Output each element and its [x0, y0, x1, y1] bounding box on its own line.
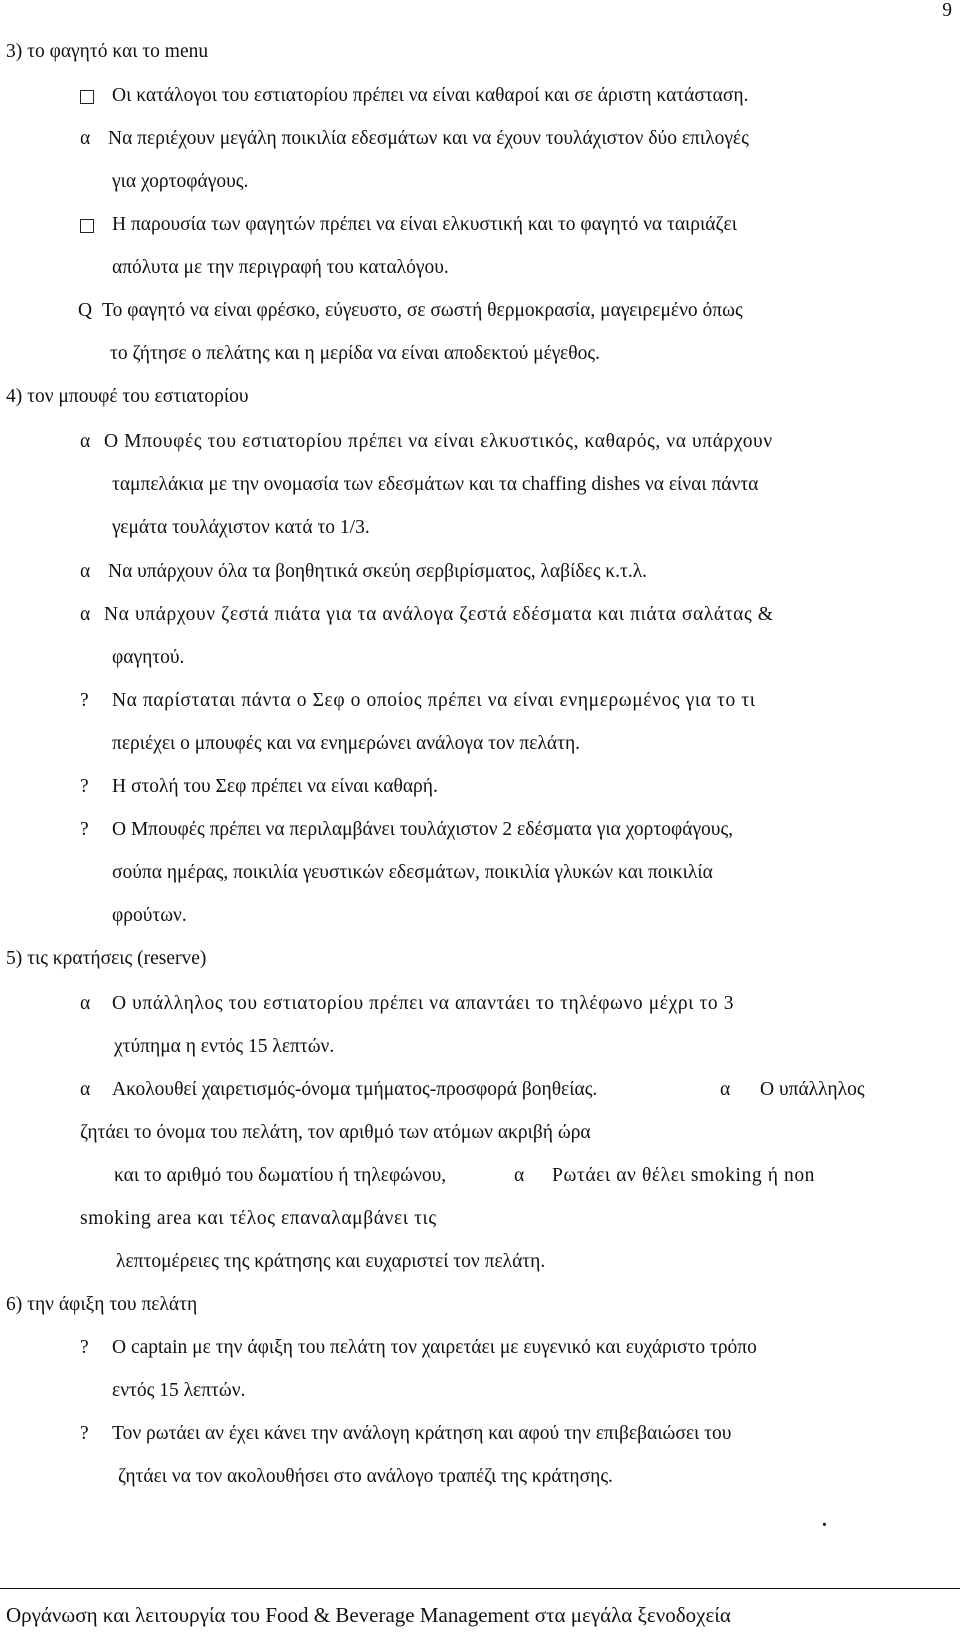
list-item: Ο captain με την άφιξη του πελάτη τον χαιρετάει με ευγενικό και ευχάριστο τρόπο — [112, 1337, 757, 1358]
stray-dot: . — [822, 1510, 827, 1531]
list-marker: α — [80, 1079, 91, 1100]
list-item-continuation: απόλυτα με την περιγραφή του καταλόγου. — [112, 257, 449, 278]
list-marker: α — [514, 1165, 525, 1186]
list-marker: α — [80, 431, 91, 452]
list-item: Οι κατάλογοι του εστιατορίου πρέπει να είναι καθαροί και σε άριστη κατάσταση. — [112, 85, 749, 106]
list-item: Ακολουθεί χαιρετισμός-όνομα τμήματος-προσφορά βοηθείας. — [112, 1079, 598, 1100]
list-item: Ο Μπουφές του εστιατορίου πρέπει να είναι ελκυστικός, καθαρός, να υπάρχουν — [104, 431, 773, 452]
list-marker: ? — [80, 1337, 89, 1358]
list-item: Το φαγητό να είναι φρέσκο, εύγευστο, σε σωστή θερμοκρασία, μαγειρεμένο όπως — [102, 300, 743, 321]
list-item: Να παρίσταται πάντα ο Σεφ ο οποίος πρέπει να είναι ενημερωμένος για το τι — [112, 690, 756, 711]
list-item-continuation: σούπα ημέρας, ποικιλία γευστικών εδεσμάτων, ποικιλία γλυκών και ποικιλία — [112, 862, 713, 883]
page-footer: Οργάνωση και λειτουργία του Food & Beverage Management στα μεγάλα ξενοδοχεία — [6, 1603, 731, 1627]
list-marker: α — [80, 993, 91, 1014]
list-marker: ? — [80, 776, 89, 797]
list-item-continuation: φαγητού. — [112, 647, 185, 668]
list-item: Ο υπάλληλος — [760, 1079, 865, 1100]
list-item: Να περιέχουν μεγάλη ποικιλία εδεσμάτων και να έχουν τουλάχιστον δύο επιλογές — [108, 128, 749, 149]
footer-divider — [0, 1588, 960, 1589]
list-item: Ρωτάει αν θέλει smoking ή non — [552, 1165, 816, 1186]
list-marker: α — [80, 561, 91, 582]
list-item-continuation: smoking area και τέλος επαναλαμβάνει τις — [80, 1208, 437, 1229]
list-marker: α — [80, 604, 91, 625]
list-marker: ? — [80, 819, 89, 840]
list-item: Η παρουσία των φαγητών πρέπει να είναι ελκυστική και το φαγητό να ταιριάζει — [112, 214, 737, 235]
list-item: Η στολή του Σεφ πρέπει να είναι καθαρή. — [112, 776, 438, 797]
list-item-continuation: ταμπελάκια με την ονομασία των εδεσμάτων και τα chaffing dishes να είναι πάντα — [112, 474, 759, 495]
list-item: Ο Μπουφές πρέπει να περιλαμβάνει τουλάχιστον 2 εδέσματα για χορτοφάγους, — [112, 819, 734, 840]
list-item: Ο υπάλληλος του εστιατορίου πρέπει να απαντάει το τηλέφωνο μέχρι το 3 — [112, 993, 735, 1014]
list-marker: Q — [78, 300, 93, 321]
list-item-continuation: εντός 15 λεπτών. — [112, 1380, 246, 1401]
list-item-continuation: ζητάει το όνομα του πελάτη, τον αριθμό των ατόμων ακριβή ώρα — [80, 1122, 591, 1143]
list-item-continuation: και το αριθμό του δωματίου ή τηλεφώνου, — [114, 1165, 447, 1186]
list-item-continuation: για χορτοφάγους. — [112, 171, 249, 192]
section-3-heading: 3) το φαγητό και το menu — [6, 41, 209, 62]
list-item-continuation: χτύπημα η εντός 15 λεπτών. — [114, 1036, 335, 1057]
list-item-continuation: περιέχει ο μπουφές και να ενημερώνει ανάλογα τον πελάτη. — [112, 733, 581, 754]
checkbox-bullet-icon — [80, 90, 94, 104]
list-item-continuation: ζητάει να τον ακολουθήσει στο ανάλογο τραπέζι της κράτησης. — [118, 1466, 613, 1487]
list-item-continuation: γεμάτα τουλάχιστον κατά το 1/3. — [112, 517, 370, 538]
checkbox-bullet-icon — [80, 219, 94, 233]
section-4-heading: 4) τον μπουφέ του εστιατορίου — [6, 386, 249, 407]
list-item-continuation: λεπτομέρειες της κράτησης και ευχαριστεί τον πελάτη. — [116, 1251, 546, 1272]
page-number: 9 — [942, 0, 952, 21]
section-5-heading: 5) τις κρατήσεις (reserve) — [6, 948, 207, 969]
list-item-continuation: φρούτων. — [112, 905, 187, 926]
section-6-heading: 6) την άφιξη του πελάτη — [6, 1294, 198, 1315]
list-item: Τον ρωτάει αν έχει κάνει την ανάλογη κράτηση και αφού την επιβεβαιώσει του — [112, 1423, 732, 1444]
list-item: Να υπάρχουν ζεστά πιάτα για τα ανάλογα ζεστά εδέσματα και πιάτα σαλάτας & — [104, 604, 774, 625]
list-marker: α — [720, 1079, 731, 1100]
list-item: Να υπάρχουν όλα τα βοηθητικά σκεύη σερβιρίσματος, λαβίδες κ.τ.λ. — [108, 561, 648, 582]
list-marker: ? — [80, 1423, 89, 1444]
list-marker: α — [80, 128, 91, 149]
list-marker: ? — [80, 690, 89, 711]
list-item-continuation: το ζήτησε ο πελάτης και η μερίδα να είναι αποδεκτού μέγεθος. — [110, 343, 600, 364]
